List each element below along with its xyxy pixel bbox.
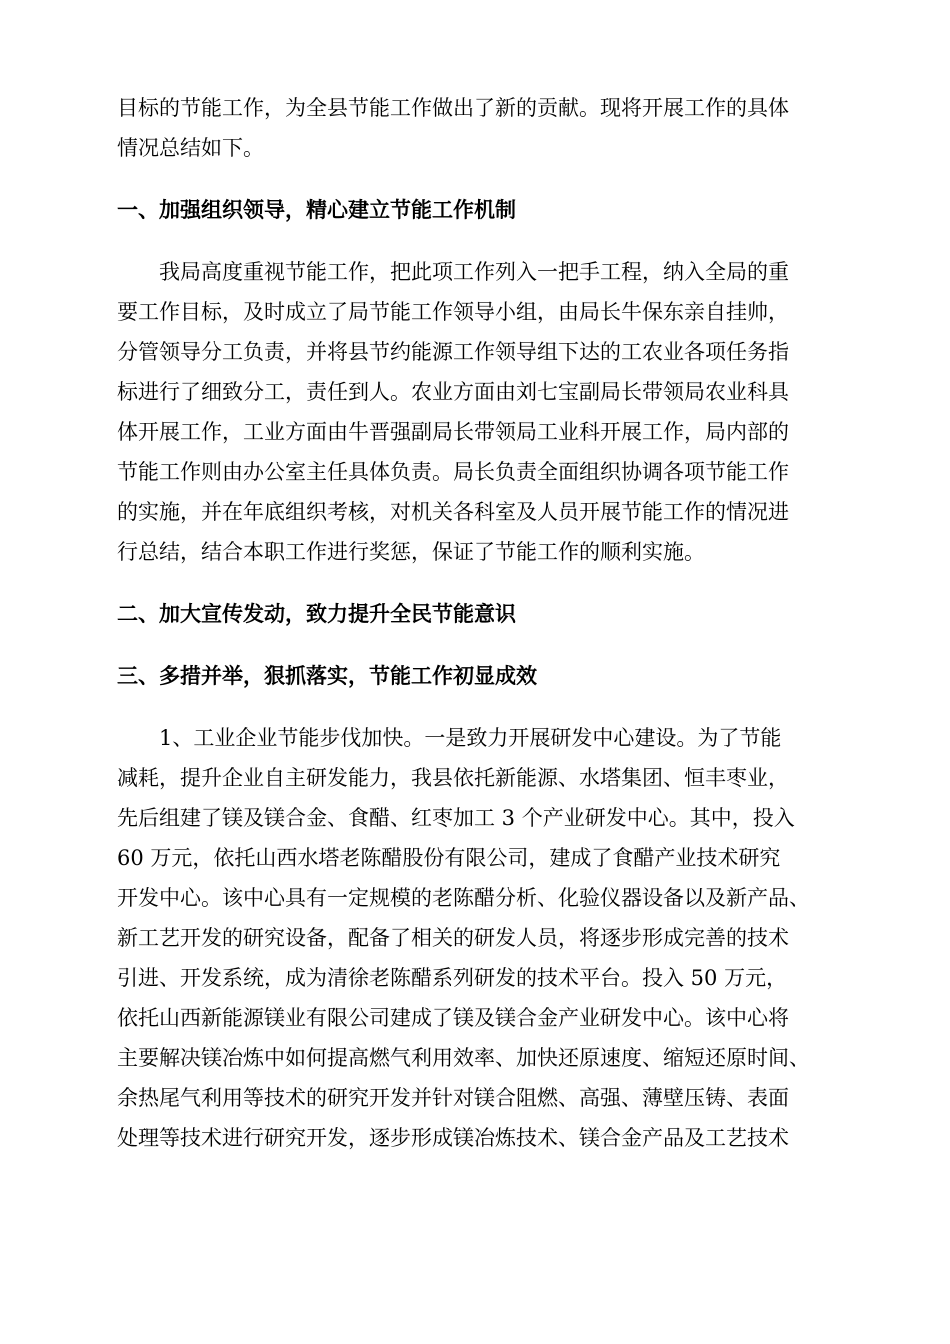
intro-line-1: 目标的节能工作，为全县节能工作做出了新的贡献。现将开展工作的具体 <box>117 96 789 120</box>
section-3-line: 新工艺开发的研究设备，配备了相关的研发人员，将逐步形成完善的技术 <box>117 926 789 950</box>
section-3-line: 引进、开发系统，成为清徐老陈醋系列研发的技术平台。投入 50 万元， <box>117 966 788 990</box>
section-1-line: 的实施，并在年底组织考核，对机关各科室及人员开展节能工作的情况进 <box>117 500 789 524</box>
section-3-line: 60 万元，依托山西水塔老陈醋股份有限公司，建成了食醋产业技术研究 <box>117 846 781 870</box>
section-1-line: 节能工作则由办公室主任具体负责。局长负责全面组织协调各项节能工作 <box>117 460 789 484</box>
document-page <box>117 88 833 1158</box>
section-3-line: 依托山西新能源镁业有限公司建成了镁及镁合金产业研发中心。该中心将 <box>117 1006 789 1030</box>
section-1-line: 标进行了细致分工，责任到人。农业方面由刘七宝副局长带领局农业科具 <box>117 380 789 404</box>
section-1-line: 分管领导分工负责，并将县节约能源工作领导组下达的工农业各项任务指 <box>117 340 789 364</box>
section-3-line: 减耗，提升企业自主研发能力，我县依托新能源、水塔集团、恒丰枣业， <box>117 766 789 790</box>
section-3-line: 1、工业企业节能步伐加快。一是致力开展研发中心建设。为了节能 <box>159 726 782 750</box>
section-3-heading: 三、多措并举，狠抓落实，节能工作初显成效 <box>117 663 537 688</box>
section-1-line: 行总结，结合本职工作进行奖惩，保证了节能工作的顺利实施。 <box>117 540 705 564</box>
intro-line-2: 情况总结如下。 <box>117 136 264 160</box>
section-1-line: 我局高度重视节能工作，把此项工作列入一把手工程，纳入全局的重 <box>159 260 789 284</box>
section-3-line: 开发中心。该中心具有一定规模的老陈醋分析、化验仪器设备以及新产品、 <box>117 886 810 910</box>
section-3-line: 余热尾气利用等技术的研究开发并针对镁合阻燃、高强、薄壁压铸、表面 <box>117 1086 789 1110</box>
section-1-line: 要工作目标，及时成立了局节能工作领导小组，由局长牛保东亲自挂帅， <box>117 300 789 324</box>
section-3-line: 处理等技术进行研究开发，逐步形成镁冶炼技术、镁合金产品及工艺技术 <box>117 1126 789 1150</box>
section-3-line: 先后组建了镁及镁合金、食醋、红枣加工 3 个产业研发中心。其中，投入 <box>117 806 795 830</box>
section-2-heading: 二、加大宣传发动，致力提升全民节能意识 <box>117 601 516 626</box>
section-3-line: 主要解决镁冶炼中如何提高燃气利用效率、加快还原速度、缩短还原时间、 <box>117 1046 810 1070</box>
section-1-heading: 一、加强组织领导，精心建立节能工作机制 <box>117 197 516 222</box>
section-1-line: 体开展工作，工业方面由牛晋强副局长带领局工业科开展工作，局内部的 <box>117 420 789 444</box>
